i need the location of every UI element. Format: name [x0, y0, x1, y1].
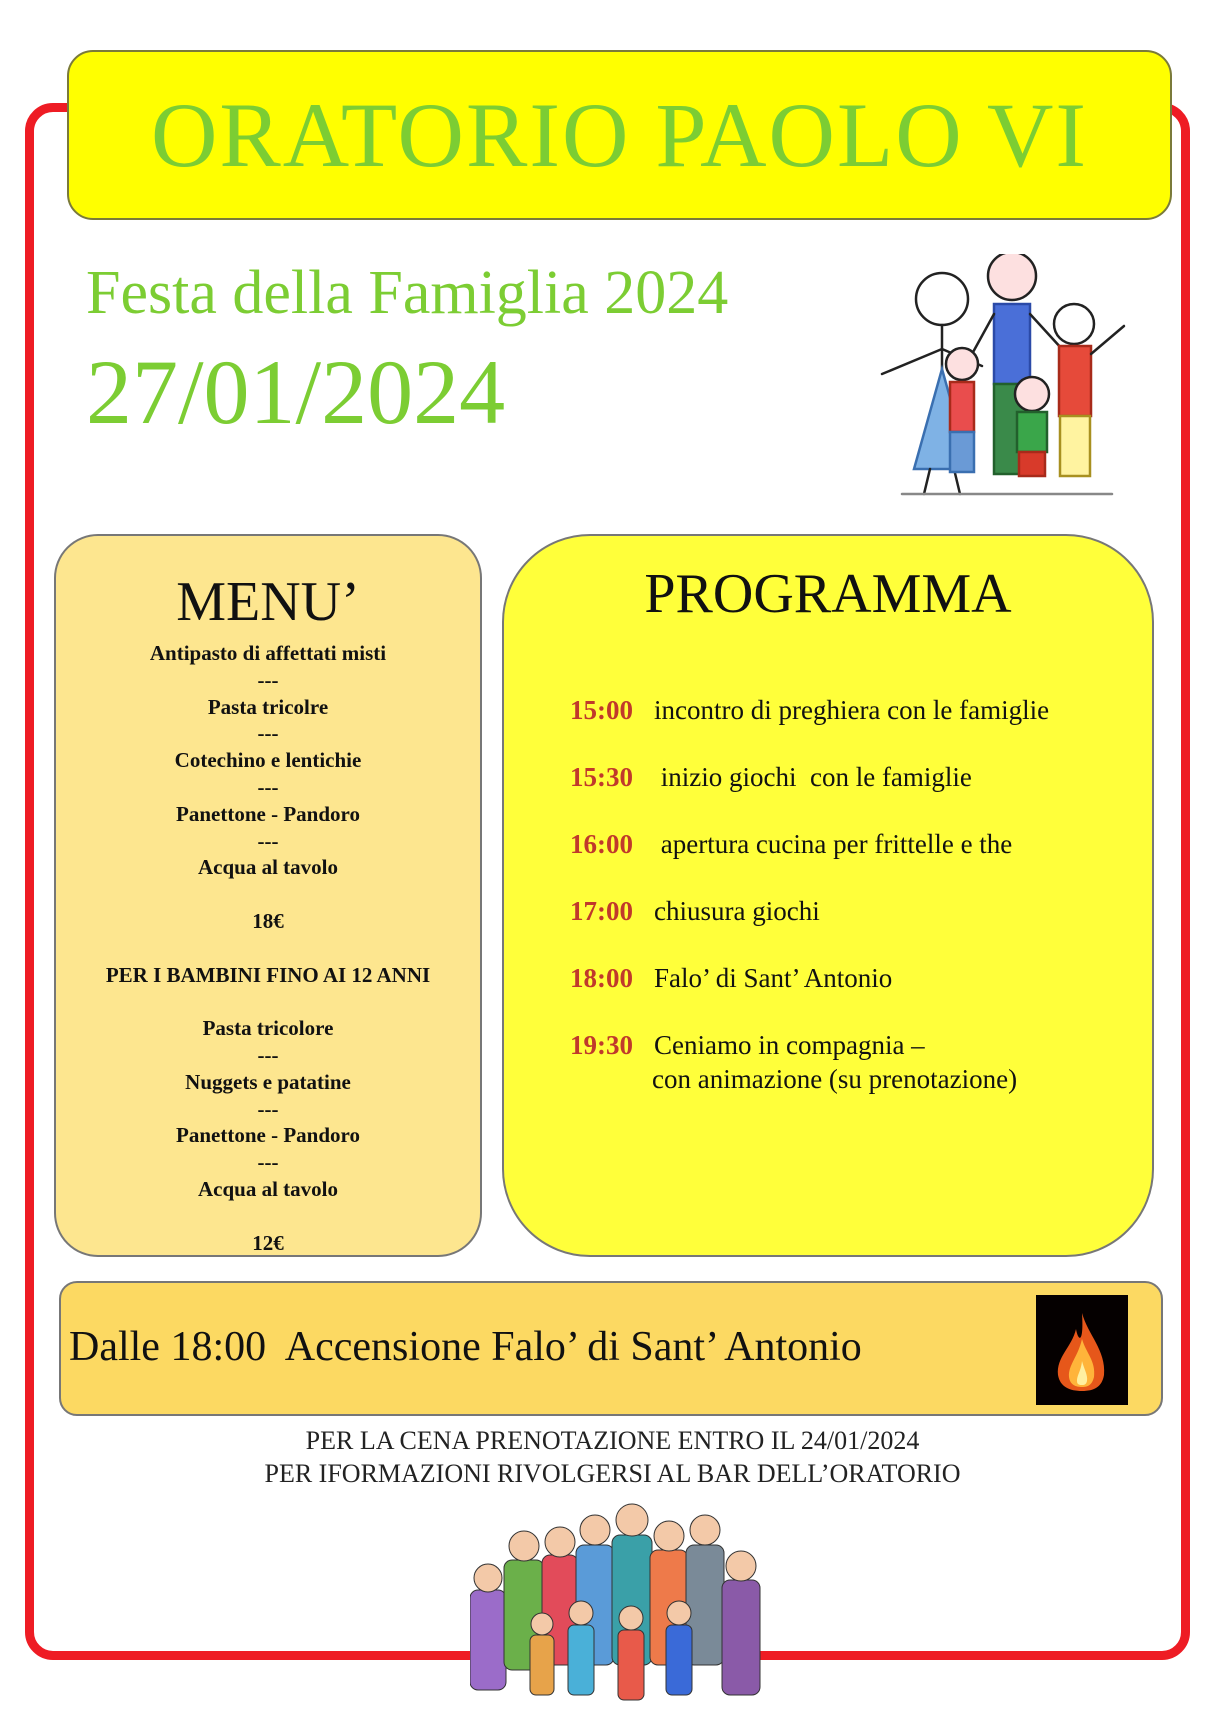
schedule-row [570, 961, 892, 995]
schedule-time: 15:00 [570, 695, 633, 725]
schedule-text: Ceniamo in compagnia – [654, 1030, 925, 1060]
bonfire-banner [59, 1281, 1163, 1416]
bonfire-announcement: Dalle 18:00 Accensione Falo’ di Sant’ Antonio [69, 1324, 862, 1370]
schedule-row [570, 693, 1049, 727]
schedule-row [570, 760, 972, 794]
family-drawing-image [862, 254, 1130, 502]
schedule-time: 17:00 [570, 896, 633, 926]
bonfire-photo [1036, 1295, 1128, 1405]
menu-panel [54, 534, 482, 1257]
menu-gap [56, 1203, 480, 1230]
schedule-time: 19:30 [570, 1030, 633, 1060]
booking-deadline: PER LA CENA PRENOTAZIONE ENTRO IL 24/01/2024 [305, 1426, 920, 1455]
menu-kids-heading: PER I BAMBINI FINO AI 12 ANNI [105, 962, 431, 987]
schedule-row [570, 1028, 925, 1062]
family-crowd-image [470, 1500, 800, 1725]
programma-title: PROGRAMMA [644, 563, 1012, 625]
menu-title: MENU’ [176, 571, 360, 633]
menu-list [56, 640, 480, 1256]
schedule-text: incontro di preghiera con le famiglie [654, 695, 1050, 725]
schedule-text: chiusura giochi [654, 896, 820, 926]
schedule-row [570, 894, 820, 928]
menu-gap [56, 881, 480, 908]
menu-item: Pasta tricolre [207, 694, 329, 719]
menu-gap [56, 935, 480, 962]
menu-item: Acqua al tavolo [197, 1176, 338, 1201]
menu-price: 18€ [252, 908, 284, 933]
menu-item: Panettone - Pandoro [176, 1123, 360, 1148]
menu-item: Cotechino e lentichie [174, 748, 362, 773]
event-date: 27/01/2024 [86, 341, 506, 443]
menu-separator: --- [257, 1042, 279, 1067]
menu-item: Panettone - Pandoro [176, 801, 360, 826]
menu-item: Nuggets e patatine [185, 1069, 351, 1094]
schedule-text: Falo’ di Sant’ Antonio [654, 963, 893, 993]
menu-item: Pasta tricolore [202, 1016, 334, 1041]
menu-separator: --- [257, 1150, 279, 1175]
menu-separator: --- [257, 1096, 279, 1121]
menu-separator: --- [257, 667, 279, 692]
menu-separator: --- [257, 828, 279, 853]
menu-separator: --- [257, 774, 279, 799]
menu-kids-price: 12€ [252, 1230, 284, 1255]
menu-separator: --- [257, 721, 279, 746]
menu-gap [56, 988, 480, 1015]
event-subtitle: Festa della Famiglia 2024 [86, 259, 729, 327]
menu-item: Antipasto di affettati misti [149, 641, 387, 665]
page-title: ORATORIO PAOLO VI [150, 84, 1089, 186]
title-banner [67, 50, 1172, 220]
schedule-time: 15:30 [570, 762, 633, 792]
programma-panel [502, 534, 1154, 1257]
info-line: PER IFORMAZIONI RIVOLGERSI AL BAR DELL’ORATORIO [264, 1459, 961, 1488]
schedule-time: 16:00 [570, 829, 633, 859]
schedule-continuation: con animazione (su prenotazione) [652, 1064, 1018, 1094]
menu-item: Acqua al tavolo [197, 855, 338, 880]
schedule-text: inizio giochi con le famiglie [654, 762, 972, 792]
schedule-row [570, 827, 1012, 861]
schedule-time: 18:00 [570, 963, 633, 993]
schedule-text: apertura cucina per frittelle e the [654, 829, 1013, 859]
